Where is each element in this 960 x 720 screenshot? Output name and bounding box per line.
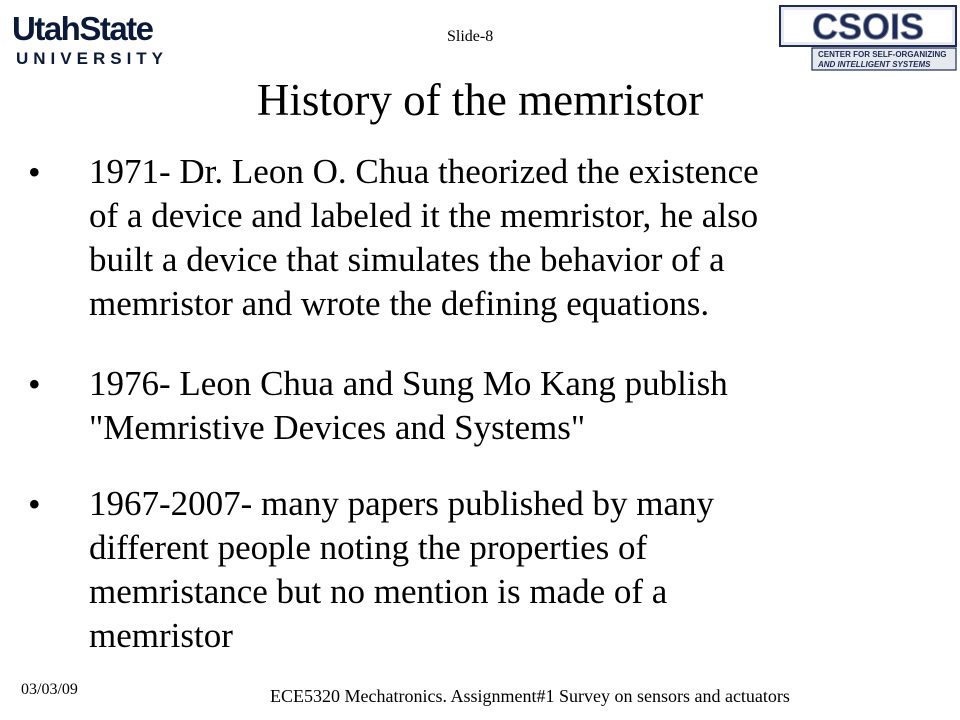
bullet-text <box>89 482 939 658</box>
bullet-dot: • <box>28 364 41 404</box>
bullet-line: different people noting the properties of <box>89 528 648 567</box>
csois-logo-text: CSOIS <box>811 6 925 47</box>
bullet-line: 1971- Dr. Leon O. Chua theorized the existence <box>89 152 759 191</box>
csois-logo <box>778 2 958 72</box>
footer-date: 03/03/09 <box>21 681 78 698</box>
bullet-line: built a device that simulates the behavior of a <box>89 240 725 279</box>
slide-title: History of the memristor <box>256 75 704 125</box>
bullet-line: memristor and wrote the defining equations. <box>89 284 710 323</box>
bullet-text <box>89 362 939 450</box>
bullet-text <box>89 150 939 326</box>
bullet-line: "Memristive Devices and Systems" <box>89 408 586 447</box>
utah-state-logo <box>12 12 188 70</box>
utah-state-logo-wordmark: UtahState <box>12 10 153 47</box>
bullet-line: 1967-2007- many papers published by many <box>89 484 715 523</box>
bullet-dot: • <box>28 484 41 524</box>
bullet-line: memristor <box>89 616 233 655</box>
bullet-line: of a device and labeled it the memristor, he also <box>89 196 759 235</box>
bullet-line: 1976- Leon Chua and Sung Mo Kang publish <box>89 364 728 403</box>
bullet-dot: • <box>28 152 41 192</box>
csois-logo-subtitle-2: AND INTELLIGENT SYSTEMS <box>818 60 931 69</box>
csois-logo-subtitle-1: CENTER FOR SELF-ORGANIZING <box>818 50 947 59</box>
bullet-line: memristance but no mention is made of a <box>89 572 668 611</box>
utah-state-logo-university: UNIVERSITY <box>16 49 169 68</box>
slide-number: Slide-8 <box>447 28 494 45</box>
footer-course: ECE5320 Mechatronics. Assignment#1 Survey on sensors and actuators <box>270 686 790 706</box>
